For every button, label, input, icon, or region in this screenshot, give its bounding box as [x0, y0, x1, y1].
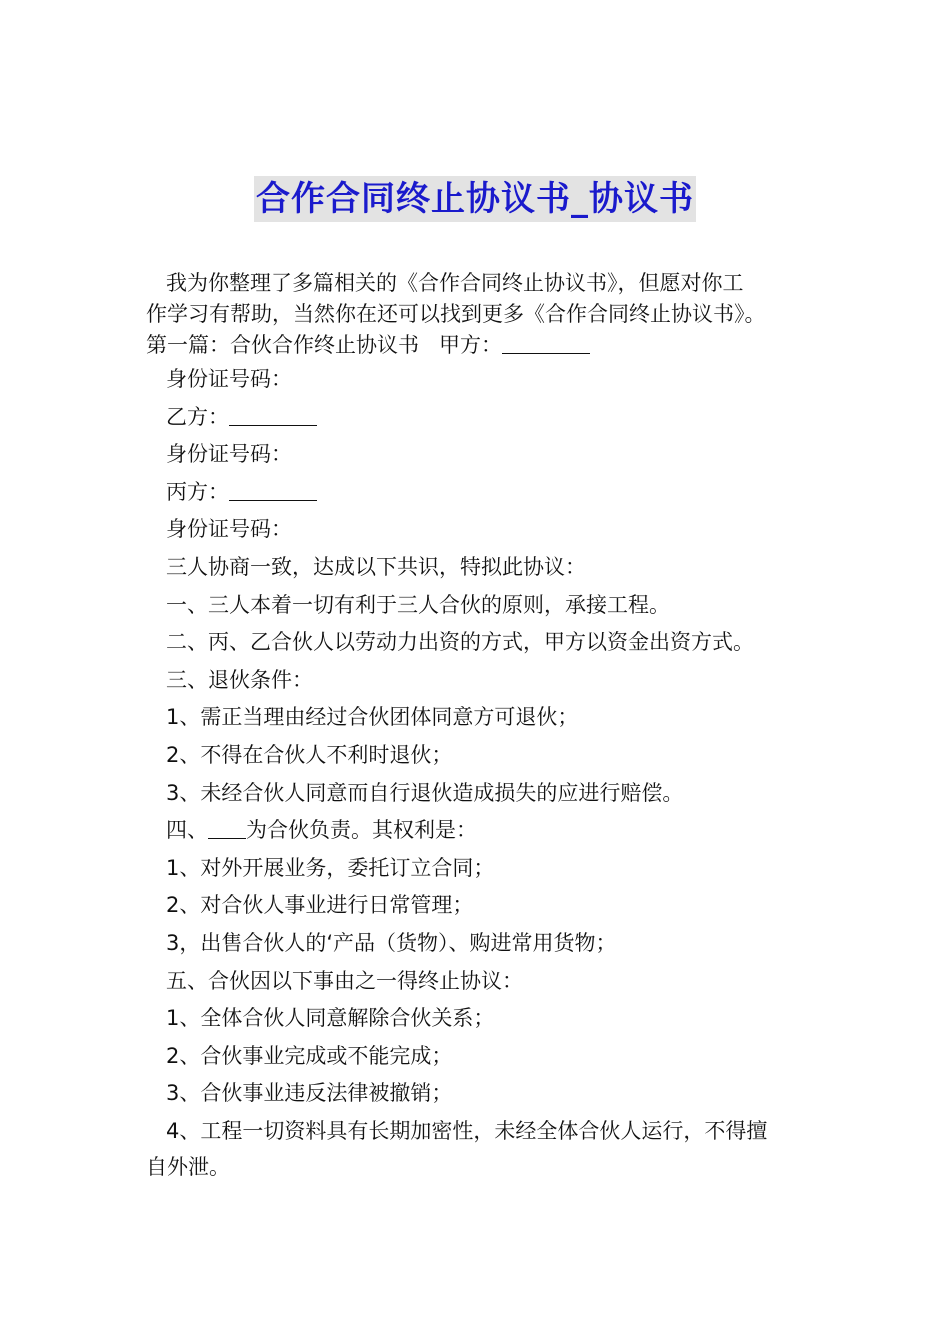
section1-heading: 第一篇：合伙合作终止协议书: [146, 333, 419, 357]
clause-3-3: 3、未经合伙人同意而自行退伙造成损失的应进行赔偿。: [166, 780, 684, 805]
clause-4-1: 1、对外开展业务，委托订立合同；: [166, 855, 495, 880]
intro-paragraph: [146, 268, 810, 330]
clause-4-suffix: 为合伙负责。其权利是：: [246, 818, 477, 843]
clause-3: 三、退伙条件：: [166, 667, 313, 692]
clause-5-4-line-2: 自外泄。: [146, 1154, 230, 1179]
id-line-1: [146, 361, 810, 399]
party-a-label: 甲方：: [439, 333, 502, 357]
clause-4-3: 3，出售合伙人的‘产品（货物）、购进常用货物；: [166, 930, 617, 955]
id-label-2: 身份证号码：: [166, 442, 292, 467]
clause-5-4-line-1: 4、工程一切资料具有长期加密性，未经全体合伙人运行，不得擅: [166, 1118, 768, 1143]
clause-1: 一、三人本着一切有利于三人合伙的原则，承接工程。: [166, 592, 670, 617]
clause-4-2: 2、对合伙人事业进行日常管理；: [166, 893, 474, 918]
clause-5-3: 3、合伙事业违反法律被撤销；: [166, 1081, 453, 1106]
consensus-line: 三人协商一致，达成以下共识，特拟此协议：: [166, 554, 586, 579]
id-label-1: 身份证号码：: [166, 367, 292, 391]
id-line-2: [146, 436, 810, 474]
id-line-3: [146, 511, 810, 549]
clause-4: [146, 812, 810, 850]
id-label-3: 身份证号码：: [166, 517, 292, 542]
document-body: [146, 268, 810, 1185]
party-b-label: 乙方：: [166, 404, 229, 429]
clause-4-prefix: 四、: [166, 818, 208, 843]
party-a-blank: [502, 333, 590, 354]
party-c-blank: [229, 480, 317, 501]
intro-line-2: 作学习有帮助，当然你在还可以找到更多《合作合同终止协议书》。: [146, 302, 766, 326]
clause-5-4: [146, 1113, 810, 1185]
section1-heading-line: [146, 330, 810, 361]
clause-2: 二、丙、乙合伙人以劳动力出资的方式，甲方以资金出资方式。: [166, 630, 754, 655]
clause-3-2: 2、不得在合伙人不利时退伙；: [166, 742, 453, 767]
intro-line-1: 我为你整理了多篇相关的《合作合同终止协议书》，但愿对你工: [166, 271, 744, 295]
clause-4-blank: [208, 818, 246, 839]
clause-3-1: 1、需正当理由经过合伙团体同意方可退伙；: [166, 705, 579, 730]
title-container: [0, 176, 950, 222]
clause-5-2: 2、合伙事业完成或不能完成；: [166, 1043, 453, 1068]
clause-5-1: 1、全体合伙人同意解除合伙关系；: [166, 1006, 495, 1031]
party-b-line: [146, 399, 810, 437]
document-title: 合作合同终止协议书_协议书: [254, 176, 696, 222]
party-c-line: [146, 474, 810, 512]
party-b-blank: [229, 405, 317, 426]
clause-5: 五、合伙因以下事由之一得终止协议：: [166, 968, 523, 993]
party-c-label: 丙方：: [166, 479, 229, 504]
